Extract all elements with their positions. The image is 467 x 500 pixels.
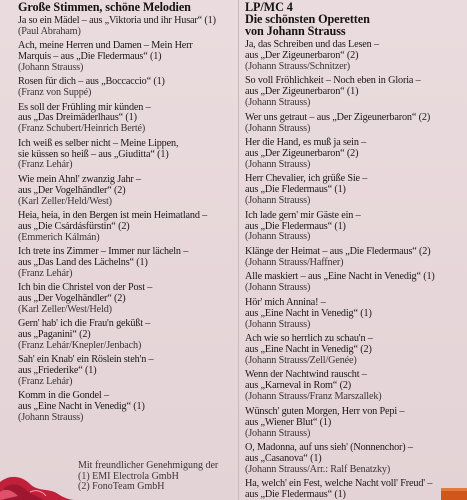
track-title-line: Wer uns getraut – aus „Der Zigeunerbaron“ (2) bbox=[245, 111, 431, 123]
track-composer: (Franz von Suppé) bbox=[18, 87, 92, 99]
right-heading bbox=[245, 1, 465, 37]
track-entry bbox=[245, 298, 465, 331]
track-entry bbox=[18, 77, 230, 99]
track-composer: (Paul Abraham) bbox=[18, 25, 81, 37]
track-entry bbox=[18, 211, 230, 244]
track-entry bbox=[18, 16, 230, 38]
track-composer: (Johann Strauss) bbox=[245, 318, 311, 330]
track-composer: (Johann Strauss/Franz Marszallek) bbox=[245, 391, 382, 403]
track-composer: (Johann Strauss/Haffner) bbox=[245, 256, 344, 268]
right-heading-line1: LP/MC 4 bbox=[245, 0, 293, 14]
track-title-line: Es soll der Frühling mir künden – bbox=[18, 101, 151, 113]
track-title-line: aus „Das Dreimäderlhaus“ (1) bbox=[18, 112, 137, 124]
track-title-line: O, Madonna, auf uns sieh' (Nonnenchor) – bbox=[245, 442, 413, 454]
track-title-line: Wenn der Nachtwind rauscht – bbox=[245, 369, 367, 381]
track-title-line: aus „Der Vogelhändler“ (2) bbox=[18, 292, 126, 304]
track-entry bbox=[18, 391, 230, 424]
track-composer: (Johann Strauss/Arr.: Ralf Benatzky) bbox=[245, 463, 391, 475]
track-entry bbox=[245, 174, 465, 207]
track-title-line: Klänge der Heimat – aus „Die Fledermaus“ (2) bbox=[245, 245, 431, 257]
right-heading-line3: von Johann Strauss bbox=[245, 24, 346, 38]
corner-accent-icon bbox=[441, 488, 467, 500]
track-title-line: aus „Casanova“ (1) bbox=[245, 452, 322, 464]
track-title-line: Hör' mich Annina! – bbox=[245, 296, 326, 308]
track-composer: (Franz Lehár/Knepler/Jenbach) bbox=[18, 339, 142, 351]
track-title-line: aus „Paganini“ (2) bbox=[18, 329, 91, 341]
track-entry bbox=[18, 247, 230, 280]
track-entry bbox=[245, 76, 465, 109]
track-title-line: Ach wie so herrlich zu schau'n – bbox=[245, 333, 373, 345]
column-divider bbox=[238, 0, 239, 500]
track-title-line: Herr Chevalier, ich grüße Sie – bbox=[245, 173, 368, 185]
track-title-line: Gern' hab' ich die Frau'n geküßt – bbox=[18, 318, 151, 330]
track-composer: (Johann Strauss) bbox=[18, 62, 84, 74]
track-title-line: aus „Die Csárdásfürstin“ (2) bbox=[18, 220, 130, 232]
track-composer: (Johann Strauss) bbox=[245, 122, 311, 134]
track-entry bbox=[245, 138, 465, 171]
track-title-line: Ich lade gern' mir Gäste ein – bbox=[245, 209, 361, 221]
track-title-line: aus „Die Fledermaus“ (1) bbox=[245, 220, 346, 232]
track-title-line: sie küssen so heiß – aus „Giuditta“ (1) bbox=[18, 148, 169, 160]
track-entry bbox=[18, 41, 230, 74]
track-entry bbox=[18, 283, 230, 316]
track-entry bbox=[18, 319, 230, 352]
track-title-line: Sah' ein Knab' ein Röslein steh'n – bbox=[18, 354, 154, 366]
track-composer: (Karl Zeller/Held/West) bbox=[18, 195, 112, 207]
track-composer: (Johann Strauss) bbox=[245, 158, 311, 170]
track-composer: (Franz Lehár) bbox=[18, 159, 73, 171]
track-title-line: aus „Friederike“ (1) bbox=[18, 365, 97, 377]
track-title-line: aus „Wiener Blut“ (1) bbox=[245, 416, 332, 428]
track-composer: (Franz Lehár) bbox=[18, 376, 73, 388]
right-heading-line2: Die schönsten Operetten bbox=[245, 12, 370, 26]
track-title-line: aus „Der Zigeunerbaron“ (1) bbox=[245, 86, 359, 98]
track-title-line: Ich bin die Christel von der Post – bbox=[18, 282, 153, 294]
track-title-line: Ich weiß es selber nicht – Meine Lippen, bbox=[18, 137, 179, 149]
track-entry bbox=[18, 103, 230, 136]
rose-decoration-icon bbox=[0, 470, 75, 500]
track-title-line: Komm in die Gondel – bbox=[18, 390, 109, 402]
track-title-line: Ich trete ins Zimmer – Immer nur lächeln – bbox=[18, 245, 189, 257]
track-entry bbox=[245, 211, 465, 244]
track-entry bbox=[18, 175, 230, 208]
credit-line: (1) EMI Electrola GmbH bbox=[78, 470, 179, 482]
track-entry bbox=[245, 113, 465, 135]
track-title-line: So voll Fröhlichkeit – Noch eben in Gloria – bbox=[245, 75, 421, 87]
track-entry bbox=[245, 272, 465, 294]
track-title-line: Rosen für dich – aus „Boccaccio“ (1) bbox=[18, 76, 165, 88]
track-composer: (Johann Strauss) bbox=[245, 282, 311, 294]
track-title-line: aus „Eine Nacht in Venedig“ (1) bbox=[18, 401, 145, 413]
track-title-line: aus „Der Zigeunerbaron“ (2) bbox=[245, 147, 359, 159]
track-composer: (Johann Strauss) bbox=[245, 231, 311, 243]
credit-line: (2) FonoTeam GmbH bbox=[78, 481, 165, 493]
track-entry bbox=[18, 139, 230, 172]
track-composer: (Karl Zeller/West/Held) bbox=[18, 303, 112, 315]
track-title-line: Wünsch' guten Morgen, Herr von Pepi – bbox=[245, 405, 405, 417]
track-entry bbox=[245, 443, 465, 476]
track-composer: (Johann Strauss/Zell/Genée) bbox=[245, 354, 357, 366]
track-title-line: aus „Das Land des Lächelns“ (1) bbox=[18, 256, 148, 268]
track-title-line: Alle maskiert – aus „Eine Nacht in Venedig“ (1) bbox=[245, 271, 435, 283]
track-composer: (Johann Strauss) bbox=[245, 97, 311, 109]
credit-line: Mit freundlicher Genehmigung der bbox=[78, 460, 219, 471]
track-composer: (Johann Strauss) bbox=[245, 427, 311, 439]
track-title-line: aus „Der Vogelhändler“ (2) bbox=[18, 184, 126, 196]
track-title-line: Her die Hand, es muß ja sein – bbox=[245, 137, 367, 149]
track-entry bbox=[18, 355, 230, 388]
track-title-line: Wie mein Ahnl' zwanzig Jahr – bbox=[18, 173, 141, 185]
track-title-line: aus „Eine Nacht in Venedig“ (1) bbox=[245, 307, 372, 319]
track-title-line: aus „Karneval in Rom“ (2) bbox=[245, 380, 352, 392]
credits-notice bbox=[78, 461, 238, 493]
track-entry bbox=[245, 407, 465, 440]
track-title-line: Heia, heia, in den Bergen ist mein Heimatland – bbox=[18, 209, 208, 221]
track-entry bbox=[245, 247, 465, 269]
track-title-line: Ja, das Schreiben und das Lesen – bbox=[245, 39, 379, 50]
track-entry bbox=[245, 370, 465, 403]
left-column bbox=[18, 0, 230, 424]
track-title-line: aus „Die Fledermaus“ (1) bbox=[245, 489, 346, 500]
right-column bbox=[245, 0, 465, 500]
track-title-line: Ja so ein Mädel – aus „Viktoria und ihr Husar“ (1) bbox=[18, 15, 216, 26]
track-title-line: Ach, meine Herren und Damen – Mein Herr bbox=[18, 40, 193, 52]
track-composer: (Emmerich Kálmán) bbox=[18, 231, 100, 243]
left-heading: Große Stimmen, schöne Melodien bbox=[18, 0, 191, 14]
track-composer: (Johann Strauss) bbox=[245, 195, 311, 207]
track-title-line: aus „Eine Nacht in Venedig“ (2) bbox=[245, 344, 372, 355]
left-track-list bbox=[18, 16, 230, 424]
right-track-list bbox=[245, 40, 465, 500]
track-composer: (Franz Lehár) bbox=[18, 267, 73, 279]
track-title-line: aus „Die Fledermaus“ (1) bbox=[245, 184, 346, 196]
track-title-line: aus „Der Zigeunerbaron“ (2) bbox=[245, 49, 359, 61]
track-composer: (Johann Strauss/Schnitzer) bbox=[245, 60, 351, 72]
track-entry bbox=[245, 40, 465, 73]
track-composer: (Franz Schubert/Heinrich Berté) bbox=[18, 123, 146, 135]
track-title-line: Ha, welch' ein Fest, welche Nacht voll' Freud' – bbox=[245, 478, 433, 490]
track-title-line: Marquis – aus „Die Fledermaus“ (1) bbox=[18, 51, 162, 63]
track-composer: (Johann Strauss) bbox=[18, 412, 84, 424]
track-entry bbox=[245, 334, 465, 367]
track-entry bbox=[245, 479, 465, 500]
